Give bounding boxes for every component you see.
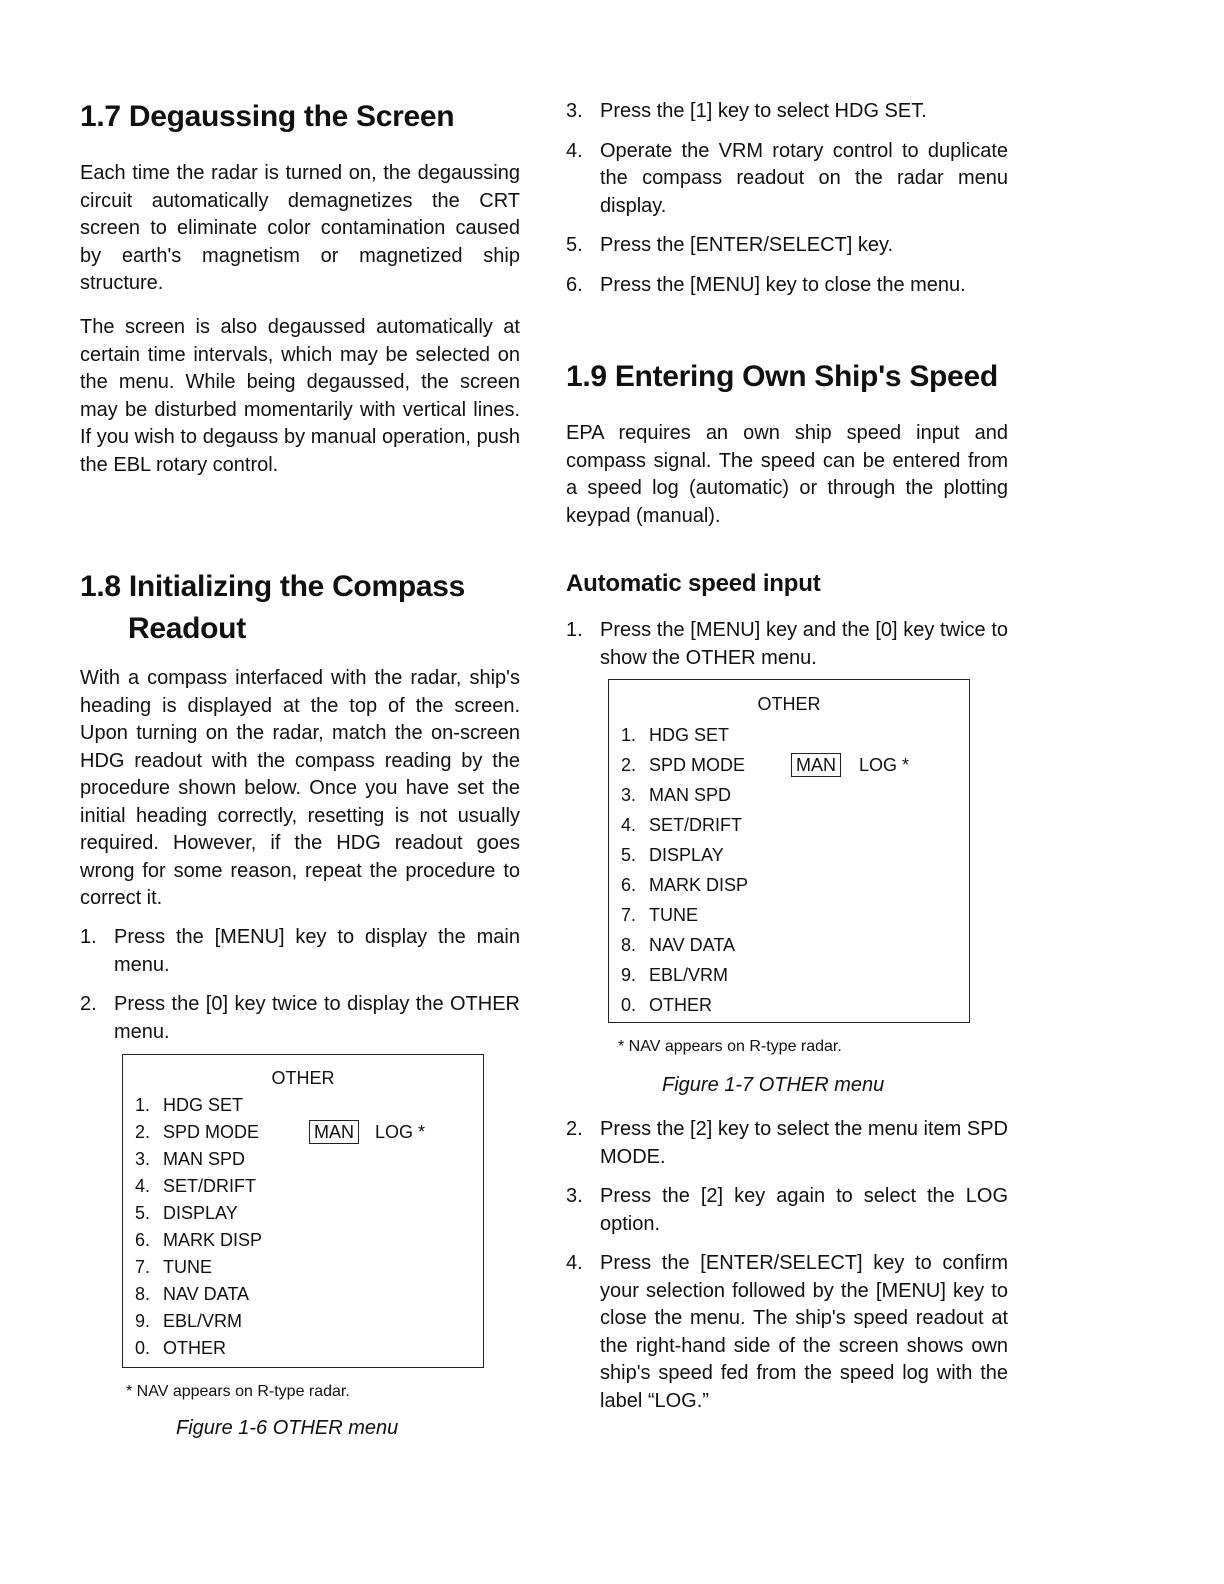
menu-item-other: 0. OTHER xyxy=(135,1338,226,1358)
figure-1-7-menu-box xyxy=(608,679,970,1023)
step-item: 1. Press the [MENU] key to display the main menu. xyxy=(80,926,520,976)
menu-item-hdg-set: 1. HDG SET xyxy=(621,725,730,745)
menu-item-mark-disp: 6. MARK DISP xyxy=(621,875,749,895)
menu-item-tune: 7. TUNE xyxy=(621,905,698,925)
automatic-speed-steps-1 xyxy=(566,617,1008,672)
automatic-speed-steps-2 xyxy=(566,1116,1008,1415)
section-1-8-steps-continued xyxy=(566,98,1008,299)
menu-item-ebl-vrm: 9. EBL/VRM xyxy=(621,965,729,985)
step-item: 4. Press the [ENTER/SELECT] key to confirm your selection followed by the [MENU] key to close the menu. The ship's speed readout at the right-hand side of the screen shows own ship's speed fed from the speed log with the label “LOG.” xyxy=(566,1252,1008,1412)
menu-item-mark-disp: 6. MARK DISP xyxy=(135,1230,263,1250)
step-item: 3. Press the [1] key to select HDG SET. xyxy=(566,100,927,122)
figure-1-6-menu-box xyxy=(122,1054,484,1368)
step-item: 5. Press the [ENTER/SELECT] key. xyxy=(566,234,894,256)
spd-mode-option-man: MAN xyxy=(309,1120,359,1144)
menu-item-man-spd: 3. MAN SPD xyxy=(135,1149,246,1169)
spd-mode-option-log: LOG * xyxy=(859,755,910,775)
figure-1-7-note: * NAV appears on R-type radar. xyxy=(618,1038,842,1055)
menu-title: OTHER xyxy=(271,1068,335,1088)
spd-mode-option-man: MAN xyxy=(791,753,841,777)
step-item: 4. Operate the VRM rotary control to duplicate the compass readout on the radar menu display. xyxy=(566,139,1008,217)
step-item: 6. Press the [MENU] key to close the menu. xyxy=(566,273,966,296)
figure-1-6-note: * NAV appears on R-type radar. xyxy=(126,1383,350,1400)
section-1-8-title xyxy=(80,570,525,646)
automatic-speed-input-heading: Automatic speed input xyxy=(566,570,821,597)
menu-item-man-spd: 3. MAN SPD xyxy=(621,785,732,805)
menu-item-ebl-vrm: 9. EBL/VRM xyxy=(135,1311,243,1331)
menu-title: OTHER xyxy=(757,694,821,714)
step-item: 2. Press the [2] key to select the menu item SPD MODE. xyxy=(566,1118,1008,1168)
step-item: 2. Press the [0] key twice to display the OTHER menu. xyxy=(80,993,520,1043)
spd-mode-option-log: LOG * xyxy=(375,1122,426,1142)
menu-item-tune: 7. TUNE xyxy=(135,1257,212,1277)
section-1-8-paragraph-1: With a compass interfaced with the radar, ship's heading is displayed at the top of the screen. Upon turning on the radar, match the on-screen HDG readout with the compass reading by the procedure shown below. Once you have set the initial heading correctly, resetting is not usually required. However, if the HDG readout goes wrong for some reason, repeat the procedure to correct it. xyxy=(80,667,520,909)
menu-item-other: 0. OTHER xyxy=(621,995,712,1015)
menu-item-display: 5. DISPLAY xyxy=(621,845,724,865)
menu-item-spd-mode: 2. SPD MODE MAN LOG * xyxy=(135,1119,473,1146)
menu-item-nav-data: 8. NAV DATA xyxy=(621,935,736,955)
menu-item-hdg-set: 1. HDG SET xyxy=(135,1095,244,1115)
menu-item-display: 5. DISPLAY xyxy=(135,1203,238,1223)
section-1-9-paragraph-1: EPA requires an own ship speed input and compass signal. The speed can be entered from a speed log (automatic) or through the plotting keypad (manual). xyxy=(566,422,1008,527)
step-item: 1. Press the [MENU] key and the [0] key twice to show the OTHER menu. xyxy=(566,619,1008,669)
figure-1-6-caption: Figure 1-6 OTHER menu xyxy=(176,1417,399,1439)
menu-item-set-drift: 4. SET/DRIFT xyxy=(621,815,742,835)
section-1-8-title-line-1: 1.8 Initializing the Compass xyxy=(80,570,466,603)
menu-item-set-drift: 4. SET/DRIFT xyxy=(135,1176,256,1196)
figure-1-7-caption: Figure 1-7 OTHER menu xyxy=(662,1074,885,1096)
menu-item-list xyxy=(621,720,959,1020)
menu-item-list xyxy=(135,1092,473,1362)
menu-item-nav-data: 8. NAV DATA xyxy=(135,1284,250,1304)
section-1-8-title-line-2: Readout xyxy=(128,612,246,645)
section-1-8-steps xyxy=(80,924,520,1046)
section-1-9-title: 1.9 Entering Own Ship's Speed xyxy=(566,360,998,393)
section-1-7-paragraph-2: The screen is also degaussed automatically at certain time intervals, which may be selected on the menu. While being degaussed, the screen may be disturbed momentarily with vertical lines. If you wish to degauss by manual operation, push the EBL rotary control. xyxy=(80,316,520,476)
section-1-7-paragraph-1: Each time the radar is turned on, the degaussing circuit automatically demagnetizes the CRT screen to eliminate color contamination caused by earth's magnetism or magnetized ship structure. xyxy=(80,162,520,294)
step-item: 3. Press the [2] key again to select the LOG option. xyxy=(566,1185,1008,1235)
section-1-7-title: 1.7 Degaussing the Screen xyxy=(80,100,455,133)
menu-item-spd-mode: 2. SPD MODE MAN LOG * xyxy=(621,750,959,780)
